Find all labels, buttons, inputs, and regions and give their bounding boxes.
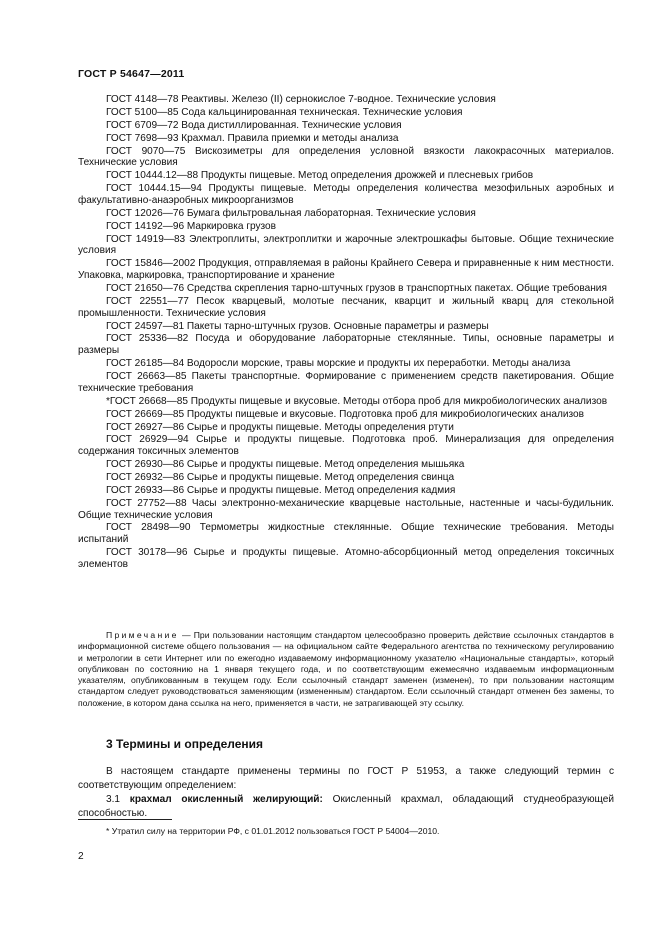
reference-item: ГОСТ 26669—85 Продукты пищевые и вкусовые. Подготовка проб для микробиологических анализов	[106, 408, 584, 420]
reference-item: ГОСТ 26929—94 Сырье и продукты пищевые. Подготовка проб. Минерализация для определения содержания токсичных элементов	[78, 434, 614, 458]
section-intro: В настоящем стандарте применены термины по ГОСТ Р 51953, а также следующий термин с соответствующим определением:	[78, 766, 614, 791]
reference-item: ГОСТ 26933—86 Сырье и продукты пищевые. Метод определения кадмия	[106, 484, 456, 496]
reference-item: ГОСТ 4148—78 Реактивы. Железо (II) сернокислое 7-водное. Технические условия	[106, 94, 496, 105]
note-paragraph	[78, 630, 614, 709]
reference-item: ГОСТ 9070—75 Вискозиметры для определения условной вязкости лакокрасочных материалов. Технические условия	[78, 145, 614, 169]
reference-item: ГОСТ 15846—2002 Продукция, отправляемая в районы Крайнего Севера и приравненные к ним местности. Упаковка, маркировка, транспортирование и хранение	[78, 258, 614, 282]
section-heading: 3 Термины и определения	[106, 737, 264, 751]
footnote: * Утратил силу на территории РФ, с 01.01.2012 пользоваться ГОСТ Р 54004—2010.	[106, 826, 440, 836]
note-text: — При пользовании настоящим стандартом целесообразно проверить действие ссылочных стандартов в информационной системе общего пользования — на официальном сайте Федерального агентства по техническому регулированию и метрологии в сети Интернет или по ежегодно издаваемому информационному указателю «Национальные стандарты», который опубликован по состоянию на 1 января текущего года, и по соответствующим ежемесячно издаваемым информационным указателям, опубликованным в текущем году. Если ссылочный стандарт заменен (изменен), то при пользовании настоящим стандартом следует руководствоваться заменяющим (измененным) стандартом. Если ссылочный стандарт отменен без замены, то положение, в котором дана ссылка на него, применяется в части, не затрагивающей эту ссылку.	[78, 630, 614, 708]
reference-item: ГОСТ 12026—76 Бумага фильтровальная лабораторная. Технические условия	[106, 207, 476, 219]
reference-item: ГОСТ 14919—83 Электроплиты, электроплитки и жарочные электрошкафы бытовые. Общие технические условия	[78, 233, 614, 257]
reference-item: ГОСТ 7698—93 Крахмал. Правила приемки и методы анализа	[106, 132, 399, 144]
reference-item: ГОСТ 5100—85 Сода кальцинированная техническая. Технические условия	[106, 106, 463, 118]
reference-item: ГОСТ 6709—72 Вода дистиллированная. Технические условия	[106, 119, 402, 131]
term-number: 3.1	[106, 794, 121, 805]
reference-item: ГОСТ 25336—82 Посуда и оборудование лабораторные стеклянные. Типы, основные параметры и размеры	[78, 333, 614, 357]
reference-item: ГОСТ 26932—86 Сырье и продукты пищевые. Метод определения свинца	[106, 471, 455, 483]
reference-item: ГОСТ 26927—86 Сырье и продукты пищевые. Методы определения ртути	[106, 421, 454, 433]
term-definition	[78, 793, 614, 820]
note-label: Примечание	[106, 630, 179, 640]
term-name: крахмал окисленный желирующий:	[129, 794, 323, 805]
reference-item: ГОСТ 14192—96 Маркировка грузов	[106, 220, 277, 232]
reference-item: ГОСТ 22551—77 Песок кварцевый, молотые песчаник, кварцит и жильный кварц для стекольной промышленности. Технические условия	[78, 295, 614, 319]
reference-item: ГОСТ 10444.12—88 Продукты пищевые. Метод определения дрожжей и плесневых грибов	[106, 170, 534, 182]
reference-item: ГОСТ 30178—96 Сырье и продукты пищевые. Атомно-абсорбционный метод определения токсичных элементов	[78, 547, 614, 570]
reference-item: ГОСТ 26930—86 Сырье и продукты пищевые. Метод определения мышьяка	[106, 459, 465, 471]
reference-item: ГОСТ 27752—88 Часы электронно-механические кварцевые настольные, настенные и часы-будильник. Общие технические условия	[78, 497, 614, 521]
reference-item: ГОСТ 21650—76 Средства скрепления тарно-штучных грузов в транспортных пакетах. Общие требования	[106, 282, 607, 294]
reference-item: ГОСТ 26663—85 Пакеты транспортные. Формирование с применением средств пакетирования. Общие технические требования	[78, 371, 614, 394]
page-number: 2	[78, 851, 84, 862]
document-header: ГОСТ Р 54647—2011	[78, 68, 185, 80]
reference-item: *ГОСТ 26668—85 Продукты пищевые и вкусовые. Методы отбора проб для микробиологических анализов	[106, 395, 608, 407]
reference-item: ГОСТ 28498—90 Термометры жидкостные стеклянные. Общие технические требования. Методы испытаний	[78, 522, 614, 546]
term-text: Окисленный крахмал, обладающий студнеобразующей способностью.	[78, 794, 615, 819]
footnote-divider	[78, 819, 172, 820]
reference-item: ГОСТ 26185—84 Водоросли морские, травы морские и продукты их переработки. Методы анализа	[106, 358, 571, 370]
reference-item: ГОСТ 10444.15—94 Продукты пищевые. Методы определения количества мезофильных аэробных и факультативно-анаэробных микроорганизмов	[78, 183, 614, 206]
section-body	[78, 765, 614, 821]
reference-item: ГОСТ 24597—81 Пакеты тарно-штучных грузов. Основные параметры и размеры	[106, 320, 489, 332]
normative-references-list	[78, 94, 614, 572]
